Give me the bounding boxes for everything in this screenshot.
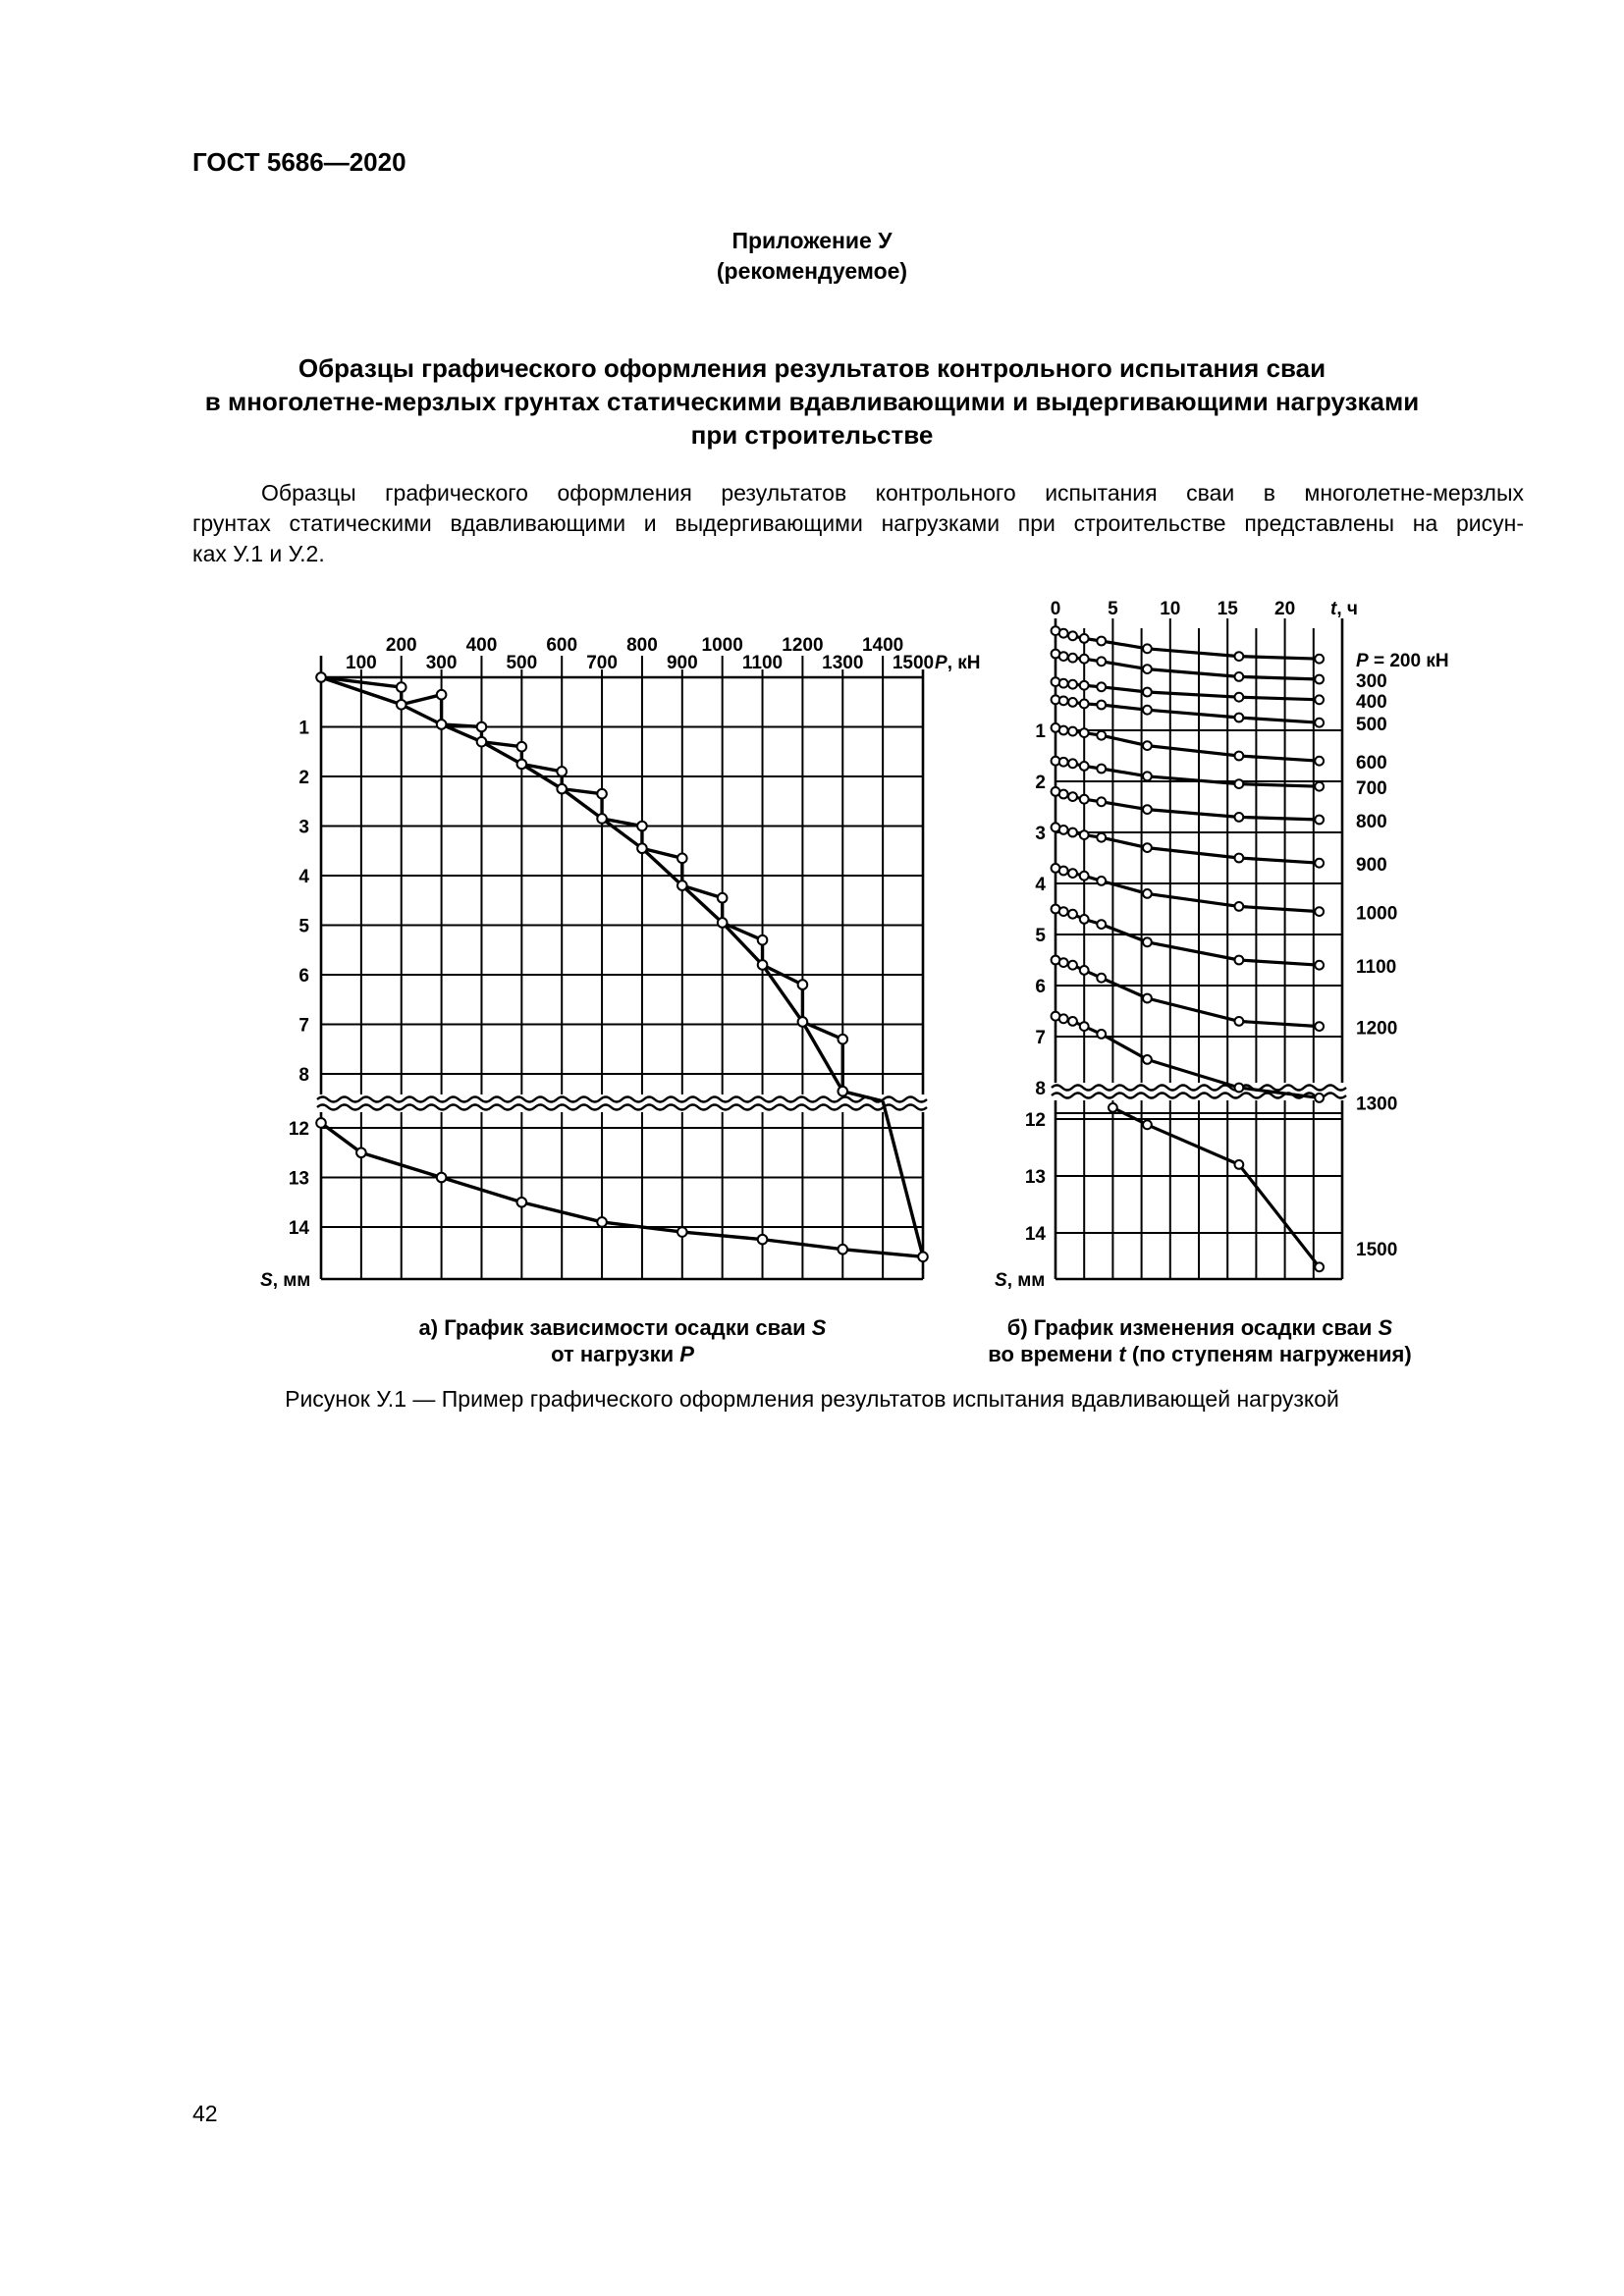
chart-b-point-1200-2 bbox=[1068, 961, 1077, 970]
chart-a-point-26 bbox=[838, 1245, 847, 1255]
chart-b-point-300-7 bbox=[1315, 675, 1324, 684]
chart-b-point-900-5 bbox=[1143, 843, 1152, 852]
chart-a-point-22 bbox=[798, 1017, 808, 1027]
chart-b-point-1300-3 bbox=[1080, 1022, 1089, 1031]
chart-b-ytick-8: 8 bbox=[1035, 1079, 1046, 1099]
chart-b-point-500-4 bbox=[1097, 701, 1106, 710]
chart-a-xtick-1300: 1300 bbox=[822, 653, 864, 673]
chart-b-point-600-3 bbox=[1080, 728, 1089, 737]
chart-a-ytick-8: 8 bbox=[298, 1065, 309, 1086]
chart-b-point-1300-5 bbox=[1143, 1055, 1152, 1064]
chart-b-point-1300-4 bbox=[1097, 1030, 1106, 1039]
chart-a-xtick-400: 400 bbox=[465, 635, 498, 656]
chart-b-point-1000-6 bbox=[1234, 902, 1243, 911]
chart-a-point-27 bbox=[758, 1235, 768, 1245]
chart-b-ytick-14: 14 bbox=[1024, 1224, 1046, 1245]
chart-a-point-20 bbox=[758, 960, 768, 970]
chart-b-curve-500 bbox=[1056, 700, 1320, 722]
chart-b-point-500-2 bbox=[1068, 698, 1077, 707]
chart-b-series-label-1000: 1000 bbox=[1356, 903, 1398, 925]
chart-a-point-8 bbox=[517, 760, 527, 770]
chart-b-point-1300-6 bbox=[1234, 1084, 1243, 1093]
chart-a-xtick-300: 300 bbox=[425, 653, 458, 673]
chart-b-series-label-500: 500 bbox=[1356, 715, 1387, 736]
chart-a-point-15 bbox=[677, 854, 687, 864]
chart-b-series-label-1500: 1500 bbox=[1356, 1240, 1398, 1260]
chart-a-caption-line-2: от нагрузки P bbox=[551, 1342, 694, 1366]
chart-b-series-label-200: P = 200 кН bbox=[1356, 651, 1449, 672]
chart-b-point-1100-5 bbox=[1143, 937, 1152, 946]
chart-b-series-label-1300: 1300 bbox=[1356, 1094, 1398, 1115]
chart-b-point-1200-5 bbox=[1143, 994, 1152, 1003]
chart-b-point-400-3 bbox=[1080, 681, 1089, 690]
chart-b-point-500-5 bbox=[1143, 706, 1152, 715]
chart-b-point-400-4 bbox=[1097, 682, 1106, 691]
chart-b-curve-600 bbox=[1056, 727, 1320, 761]
chart-b-ytick-13: 13 bbox=[1024, 1167, 1046, 1188]
chart-b-point-800-4 bbox=[1097, 797, 1106, 806]
chart-a-xtick-100: 100 bbox=[346, 653, 377, 673]
chart-b-point-1300-2 bbox=[1068, 1017, 1077, 1026]
chart-a-ytick-3: 3 bbox=[298, 817, 309, 838]
chart-a-xtick-1200: 1200 bbox=[782, 635, 824, 656]
chart-b-point-800-2 bbox=[1068, 792, 1077, 801]
chart-a-point-17 bbox=[718, 893, 728, 903]
chart-a-ytick-4: 4 bbox=[298, 867, 309, 887]
chart-b-point-800-3 bbox=[1080, 795, 1089, 804]
chart-b-curve-1000 bbox=[1056, 868, 1320, 911]
chart-a-xtick-900: 900 bbox=[666, 653, 698, 673]
chart-b-point-200-3 bbox=[1080, 634, 1089, 643]
chart-b-ytick-5: 5 bbox=[1035, 926, 1046, 946]
chart-a-point-11 bbox=[597, 789, 607, 799]
chart-b-point-300-5 bbox=[1143, 665, 1152, 673]
section-title-line-3: при строительстве bbox=[690, 420, 934, 450]
chart-b-point-700-1 bbox=[1059, 758, 1068, 767]
chart-b-point-1500-2 bbox=[1234, 1160, 1243, 1169]
annex-title: Приложение У bbox=[731, 228, 893, 253]
chart-a-line-0 bbox=[321, 677, 842, 1092]
chart-a-ytick-2: 2 bbox=[298, 768, 309, 788]
chart-a-point-13 bbox=[637, 822, 647, 831]
chart-a-point-0 bbox=[316, 672, 326, 682]
chart-b-xlabel: t, ч bbox=[1330, 599, 1358, 619]
chart-b-point-400-2 bbox=[1068, 680, 1077, 689]
chart-b-point-300-6 bbox=[1234, 672, 1243, 681]
chart-a-caption-line-1: а) График зависимости осадки сваи S bbox=[418, 1315, 827, 1340]
chart-b-point-900-1 bbox=[1059, 826, 1068, 834]
chart-b-xtick-10: 10 bbox=[1160, 599, 1181, 619]
chart-b-ytick-6: 6 bbox=[1035, 977, 1046, 997]
chart-a-xtick-1000: 1000 bbox=[701, 635, 743, 656]
chart-b-point-500-3 bbox=[1080, 700, 1089, 709]
chart-b-point-900-3 bbox=[1080, 830, 1089, 839]
chart-a-point-9 bbox=[557, 767, 567, 776]
chart-b-point-200-2 bbox=[1068, 631, 1077, 640]
chart-b-point-1100-3 bbox=[1080, 915, 1089, 924]
chart-b-point-1200-7 bbox=[1315, 1022, 1324, 1031]
chart-b-xtick-20: 20 bbox=[1274, 599, 1296, 619]
chart-b-point-1000-4 bbox=[1097, 877, 1106, 885]
chart-b-point-300-4 bbox=[1097, 657, 1106, 666]
chart-b-xtick-0: 0 bbox=[1050, 599, 1061, 619]
chart-b-point-1200-1 bbox=[1059, 958, 1068, 967]
chart-b-ytick-1: 1 bbox=[1035, 721, 1046, 742]
chart-a-point-31 bbox=[437, 1173, 447, 1183]
chart-b-point-1500-1 bbox=[1143, 1120, 1152, 1129]
chart-a-point-14 bbox=[637, 843, 647, 853]
page-number: 42 bbox=[192, 2101, 218, 2126]
chart-b-point-600-5 bbox=[1143, 741, 1152, 750]
chart-b-point-700-7 bbox=[1315, 782, 1324, 791]
chart-b-point-1000-5 bbox=[1143, 889, 1152, 898]
paragraph-line-1: Образцы графического оформления результатов контрольного испытания сваи в многолетне-мерзлых bbox=[261, 480, 1524, 506]
chart-b-point-400-7 bbox=[1315, 695, 1324, 704]
chart-a-ylabel: S, мм bbox=[260, 1270, 311, 1291]
chart-b-point-200-7 bbox=[1315, 655, 1324, 664]
chart-b-point-1100-2 bbox=[1068, 910, 1077, 919]
chart-b-point-600-4 bbox=[1097, 731, 1106, 740]
chart-b-point-500-7 bbox=[1315, 719, 1324, 727]
chart-b-series-label-600: 600 bbox=[1356, 753, 1387, 774]
chart-b-series-label-300: 300 bbox=[1356, 671, 1387, 692]
chart-a-point-16 bbox=[677, 881, 687, 890]
chart-b-point-700-2 bbox=[1068, 759, 1077, 768]
standard-designation: ГОСТ 5686—2020 bbox=[192, 147, 406, 177]
chart-b-point-500-6 bbox=[1234, 714, 1243, 722]
chart-b-curve-1500 bbox=[1112, 1107, 1319, 1266]
chart-b-ytick-7: 7 bbox=[1035, 1028, 1046, 1048]
paragraph-line-2: грунтах статическими вдавливающими и выдергивающими нагрузками при строительстве представлены на рисун- bbox=[192, 510, 1524, 536]
chart-b-ytick-2: 2 bbox=[1035, 773, 1046, 793]
chart-b-point-800-7 bbox=[1315, 816, 1324, 825]
chart-b-curve-1200 bbox=[1056, 960, 1320, 1027]
chart-b-point-1100-6 bbox=[1234, 956, 1243, 965]
chart-b-series-label-700: 700 bbox=[1356, 778, 1387, 800]
chart-a-point-32 bbox=[356, 1148, 366, 1157]
chart-b-point-1000-1 bbox=[1059, 867, 1068, 876]
chart-b-point-1200-4 bbox=[1097, 974, 1106, 983]
chart-a-point-21 bbox=[798, 980, 808, 989]
chart-b-point-700-3 bbox=[1080, 762, 1089, 771]
chart-a-point-12 bbox=[597, 814, 607, 824]
chart-b-point-600-6 bbox=[1234, 752, 1243, 761]
chart-b-point-1100-1 bbox=[1059, 907, 1068, 916]
chart-a-line-2 bbox=[883, 1101, 923, 1257]
chart-a-ytick-12: 12 bbox=[288, 1119, 309, 1140]
chart-a-point-10 bbox=[557, 784, 567, 794]
chart-b-point-300-1 bbox=[1059, 652, 1068, 661]
chart-a-xtick-700: 700 bbox=[586, 653, 618, 673]
chart-b-point-700-6 bbox=[1234, 779, 1243, 788]
chart-a-xtick-1400: 1400 bbox=[861, 635, 904, 656]
chart-a-ytick-6: 6 bbox=[298, 966, 309, 987]
chart-b-xtick-5: 5 bbox=[1108, 599, 1118, 619]
chart-b-axis-break-mask bbox=[1050, 1083, 1348, 1100]
chart-b-point-900-7 bbox=[1315, 859, 1324, 868]
chart-b-point-1300-1 bbox=[1059, 1014, 1068, 1023]
chart-b-point-1200-6 bbox=[1234, 1017, 1243, 1026]
chart-b-ylabel: S, мм bbox=[995, 1270, 1046, 1291]
chart-a-xtick-1500: 1500 bbox=[892, 653, 935, 673]
chart-a-point-30 bbox=[517, 1198, 527, 1207]
chart-a-point-19 bbox=[758, 935, 768, 945]
chart-a-xlabel: P, кН bbox=[935, 653, 981, 673]
chart-b-point-800-5 bbox=[1143, 805, 1152, 814]
chart-b-ytick-12: 12 bbox=[1024, 1110, 1046, 1131]
chart-b-curve-1100 bbox=[1056, 909, 1320, 965]
chart-b-point-200-5 bbox=[1143, 644, 1152, 653]
chart-b-curve-400 bbox=[1056, 682, 1320, 700]
chart-b-point-900-2 bbox=[1068, 828, 1077, 837]
chart-b-caption-line-2: во времени t (по ступеням нагружения) bbox=[988, 1342, 1412, 1366]
chart-b-point-600-1 bbox=[1059, 726, 1068, 735]
chart-a-ytick-1: 1 bbox=[298, 718, 309, 739]
chart-b-point-600-2 bbox=[1068, 727, 1077, 736]
chart-a-point-24 bbox=[838, 1087, 847, 1096]
chart-a-point-4 bbox=[437, 720, 447, 729]
chart-b-point-400-5 bbox=[1143, 688, 1152, 697]
chart-a-xtick-600: 600 bbox=[546, 635, 578, 656]
chart-a-unload-line bbox=[321, 1123, 923, 1256]
chart-a-point-18 bbox=[718, 918, 728, 928]
chart-b-point-900-6 bbox=[1234, 854, 1243, 863]
chart-a-point-29 bbox=[597, 1217, 607, 1227]
chart-b-series-label-1200: 1200 bbox=[1356, 1018, 1398, 1040]
chart-a-settlement-vs-load bbox=[260, 635, 980, 1366]
paragraph-line-3: ках У.1 и У.2. bbox=[192, 541, 325, 566]
chart-b-curve-200 bbox=[1056, 631, 1320, 660]
chart-b-point-600-7 bbox=[1315, 757, 1324, 766]
chart-a-ytick-14: 14 bbox=[288, 1218, 309, 1239]
chart-b-series-label-1100: 1100 bbox=[1356, 957, 1397, 979]
chart-b-series-label-900: 900 bbox=[1356, 855, 1387, 877]
chart-b-point-700-4 bbox=[1097, 765, 1106, 774]
chart-b-point-400-1 bbox=[1059, 679, 1068, 688]
chart-b-ytick-3: 3 bbox=[1035, 824, 1046, 844]
chart-b-point-300-3 bbox=[1080, 655, 1089, 664]
chart-b-point-200-1 bbox=[1059, 629, 1068, 638]
chart-b-point-900-4 bbox=[1097, 833, 1106, 842]
chart-b-xtick-15: 15 bbox=[1217, 599, 1238, 619]
annex-status: (рекомендуемое) bbox=[716, 258, 908, 284]
chart-a-point-5 bbox=[477, 722, 487, 732]
chart-b-settlement-vs-time bbox=[988, 599, 1448, 1366]
chart-b-series-label-400: 400 bbox=[1356, 691, 1387, 713]
chart-b-curve-800 bbox=[1056, 791, 1320, 820]
chart-b-caption-line-1: б) График изменения осадки сваи S bbox=[1006, 1315, 1393, 1340]
chart-b-point-1500-0 bbox=[1109, 1103, 1117, 1112]
chart-a-point-23 bbox=[838, 1035, 847, 1044]
chart-a-ytick-7: 7 bbox=[298, 1015, 309, 1037]
chart-a-xtick-500: 500 bbox=[506, 653, 538, 673]
chart-b-curve-700 bbox=[1056, 761, 1320, 786]
chart-a-xtick-200: 200 bbox=[385, 635, 417, 656]
chart-b-point-1000-3 bbox=[1080, 872, 1089, 881]
chart-a-point-33 bbox=[316, 1118, 326, 1128]
section-title-line-1: Образцы графического оформления результатов контрольного испытания сваи bbox=[298, 353, 1326, 383]
chart-b-point-1100-4 bbox=[1097, 920, 1106, 929]
chart-a-ytick-5: 5 bbox=[298, 916, 309, 937]
chart-b-ytick-4: 4 bbox=[1035, 875, 1046, 895]
chart-b-point-300-2 bbox=[1068, 654, 1077, 663]
chart-b-point-1100-7 bbox=[1315, 961, 1324, 970]
chart-a-point-1 bbox=[397, 682, 406, 692]
chart-b-point-800-6 bbox=[1234, 813, 1243, 822]
chart-b-point-800-1 bbox=[1059, 790, 1068, 799]
chart-a-point-25 bbox=[918, 1253, 928, 1262]
chart-b-point-200-6 bbox=[1234, 652, 1243, 661]
chart-b-point-400-6 bbox=[1234, 693, 1243, 702]
chart-b-point-1000-2 bbox=[1068, 869, 1077, 878]
chart-a-point-2 bbox=[397, 700, 406, 710]
figure-caption: Рисунок У.1 — Пример графического оформления результатов испытания вдавливающей нагрузкой bbox=[285, 1386, 1339, 1412]
chart-b-series-label-800: 800 bbox=[1356, 812, 1387, 832]
chart-b-point-1300-7 bbox=[1315, 1094, 1324, 1102]
chart-a-point-3 bbox=[437, 690, 447, 700]
chart-a-ytick-13: 13 bbox=[288, 1168, 309, 1190]
chart-a-xtick-1100: 1100 bbox=[741, 653, 784, 673]
chart-b-point-700-5 bbox=[1143, 772, 1152, 780]
chart-b-point-1500-3 bbox=[1315, 1262, 1324, 1271]
chart-a-xtick-800: 800 bbox=[626, 635, 658, 656]
chart-b-point-1200-3 bbox=[1080, 966, 1089, 975]
chart-b-point-200-4 bbox=[1097, 637, 1106, 646]
section-title-line-2: в многолетне-мерзлых грунтах статическими вдавливающими и выдергивающими нагрузками bbox=[204, 387, 1420, 416]
chart-a-point-6 bbox=[477, 737, 487, 747]
chart-b-point-1000-7 bbox=[1315, 907, 1324, 916]
chart-b-point-500-1 bbox=[1059, 696, 1068, 705]
chart-a-point-7 bbox=[517, 742, 527, 752]
chart-a-point-28 bbox=[677, 1227, 687, 1237]
